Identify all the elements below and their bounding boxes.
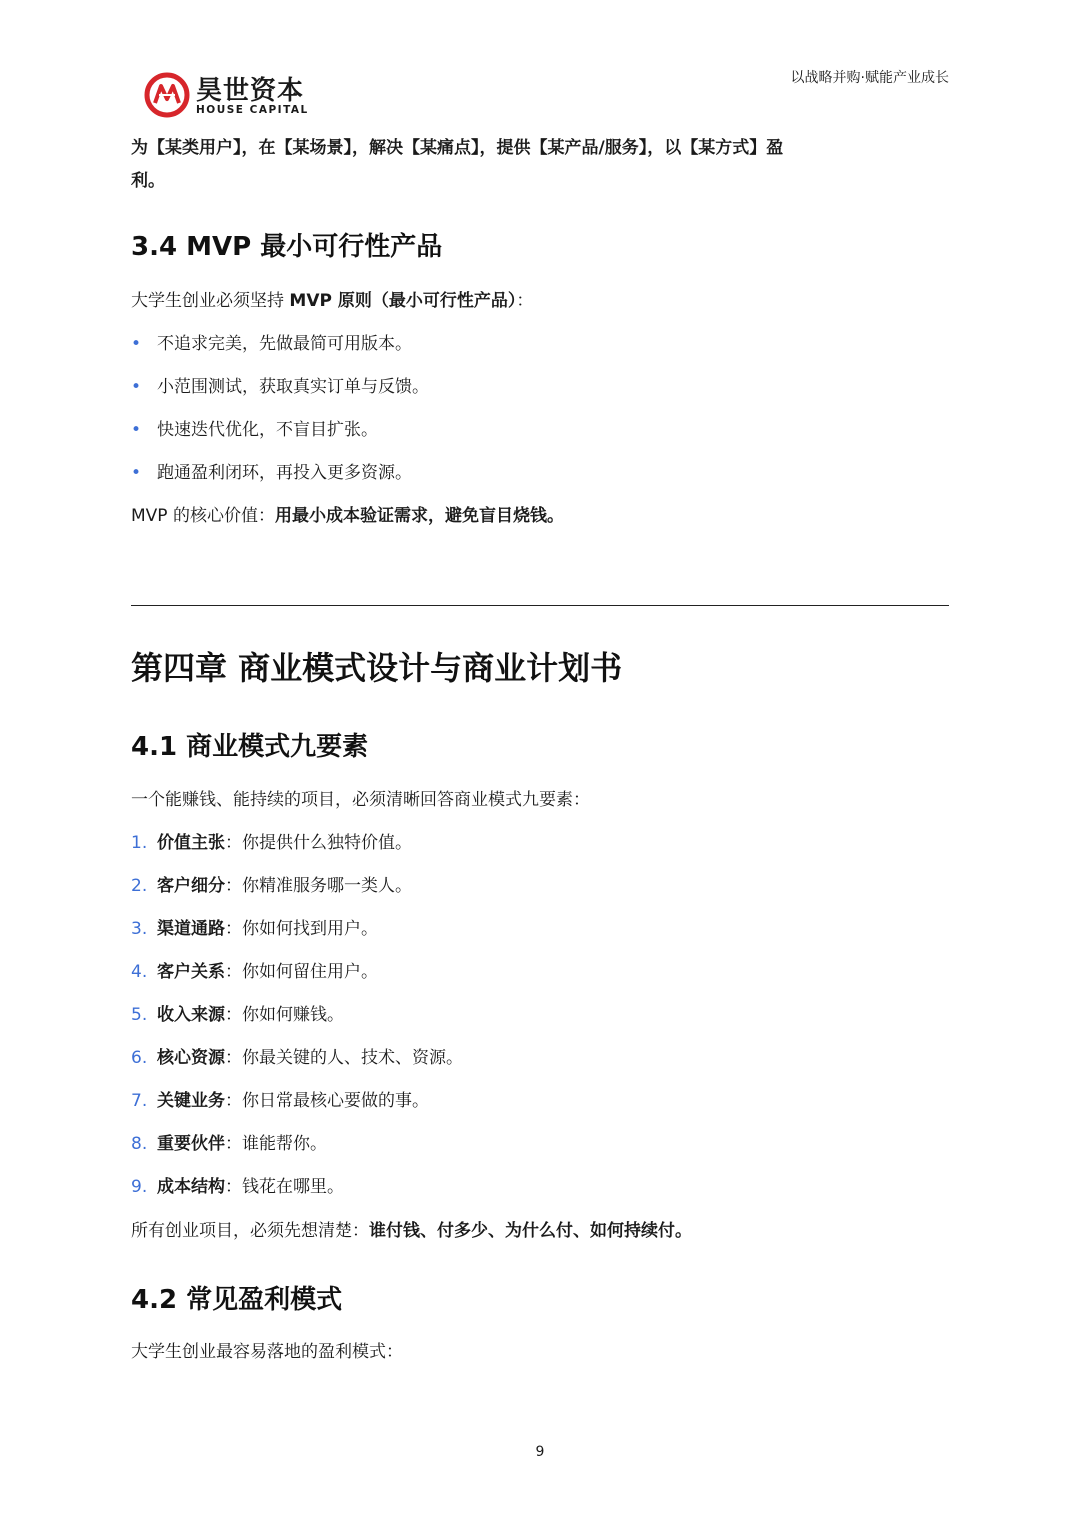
- list-item: [131, 1000, 344, 1025]
- bullet-icon: •: [131, 377, 142, 397]
- item-number: 4.: [131, 962, 148, 982]
- item-desc: ：你精准服务哪一类人。: [225, 876, 412, 896]
- list-item: [131, 828, 412, 853]
- item-desc: ：你如何找到用户。: [225, 919, 378, 939]
- item-number: 6.: [131, 1048, 148, 1068]
- logo-english-name: HOUSE CAPITAL: [196, 104, 309, 116]
- chapter-title: 第四章 商业模式设计与商业计划书: [131, 649, 623, 687]
- section-4-2-lead: 大学生创业最容易落地的盈利模式：: [131, 1342, 403, 1362]
- header-tagline: 以战略并购·赋能产业成长: [790, 70, 949, 86]
- bullet-text: 小范围测试，获取真实订单与反馈。: [157, 377, 429, 397]
- item-number: 1.: [131, 833, 148, 853]
- item-term: 成本结构: [157, 1177, 225, 1197]
- intro-line-1: 为【某类用户】，在【某场景】，解决【某痛点】，提供【某产品/服务】，以【某方式】盈: [131, 138, 784, 158]
- bullet-text: 快速迭代优化，不盲目扩张。: [157, 420, 378, 440]
- list-item: [131, 415, 378, 440]
- item-term: 价值主张: [157, 833, 225, 853]
- lead-prefix: 大学生创业必须坚持: [131, 291, 290, 311]
- mvp-core-value: [131, 501, 564, 526]
- list-item: [131, 1129, 327, 1154]
- summary-bold: 谁付钱、付多少、为什么付、如何持续付。: [369, 1221, 692, 1241]
- item-term: 渠道通路: [157, 919, 225, 939]
- list-item: [131, 372, 429, 397]
- section-4-2-heading: 4.2 常见盈利模式: [131, 1285, 343, 1315]
- bullet-text: 不追求完美，先做最简可用版本。: [157, 334, 412, 354]
- mvp-value-bold: 用最小成本验证需求，避免盲目烧钱。: [274, 506, 564, 526]
- logo-mark-icon: [144, 72, 190, 118]
- section-3-4-lead: [131, 286, 533, 311]
- list-item: [131, 1043, 463, 1068]
- item-number: 8.: [131, 1134, 148, 1154]
- company-logo: [144, 70, 324, 120]
- intro-line-2: 利。: [131, 171, 165, 191]
- mvp-value-prefix: MVP 的核心价值：: [131, 506, 275, 526]
- logo-chinese-name: 昊世资本: [196, 76, 305, 106]
- item-term: 核心资源: [157, 1048, 225, 1068]
- item-term: 客户关系: [157, 962, 225, 982]
- list-item: [131, 871, 412, 896]
- section-4-1-summary: [131, 1216, 692, 1241]
- section-4-1-heading: 4.1 商业模式九要素: [131, 732, 369, 762]
- bullet-icon: •: [131, 420, 142, 440]
- item-number: 5.: [131, 1005, 148, 1025]
- item-number: 9.: [131, 1177, 148, 1197]
- item-desc: ：你最关键的人、技术、资源。: [225, 1048, 463, 1068]
- item-desc: ：你提供什么独特价值。: [225, 833, 412, 853]
- item-term: 客户细分: [157, 876, 225, 896]
- lead-bold: MVP 原则（最小可行性产品）: [289, 291, 517, 311]
- section-3-4-heading: 3.4 MVP 最小可行性产品: [131, 232, 443, 262]
- item-desc: ：你如何赚钱。: [225, 1005, 344, 1025]
- list-item: [131, 1172, 344, 1197]
- list-item: [131, 957, 378, 982]
- item-desc: ：你日常最核心要做的事。: [225, 1091, 429, 1111]
- item-desc: ：你如何留住用户。: [225, 962, 378, 982]
- list-item: [131, 458, 412, 483]
- item-number: 2.: [131, 876, 148, 896]
- item-term: 重要伙伴: [157, 1134, 225, 1154]
- section-4-1-lead: 一个能赚钱、能持续的项目，必须清晰回答商业模式九要素：: [131, 790, 590, 810]
- lead-suffix: ：: [516, 291, 534, 311]
- summary-prefix: 所有创业项目，必须先想清楚：: [131, 1221, 369, 1241]
- item-desc: ：钱花在哪里。: [225, 1177, 344, 1197]
- item-number: 3.: [131, 919, 148, 939]
- item-term: 收入来源: [157, 1005, 225, 1025]
- item-desc: ：谁能帮你。: [225, 1134, 327, 1154]
- list-item: [131, 1086, 429, 1111]
- item-term: 关键业务: [157, 1091, 225, 1111]
- bullet-icon: •: [131, 463, 142, 483]
- bullet-text: 跑通盈利闭环，再投入更多资源。: [157, 463, 412, 483]
- bullet-icon: •: [131, 334, 142, 354]
- section-divider: [131, 605, 949, 606]
- page-number: 9: [535, 1444, 545, 1460]
- item-number: 7.: [131, 1091, 148, 1111]
- list-item: [131, 329, 412, 354]
- list-item: [131, 914, 378, 939]
